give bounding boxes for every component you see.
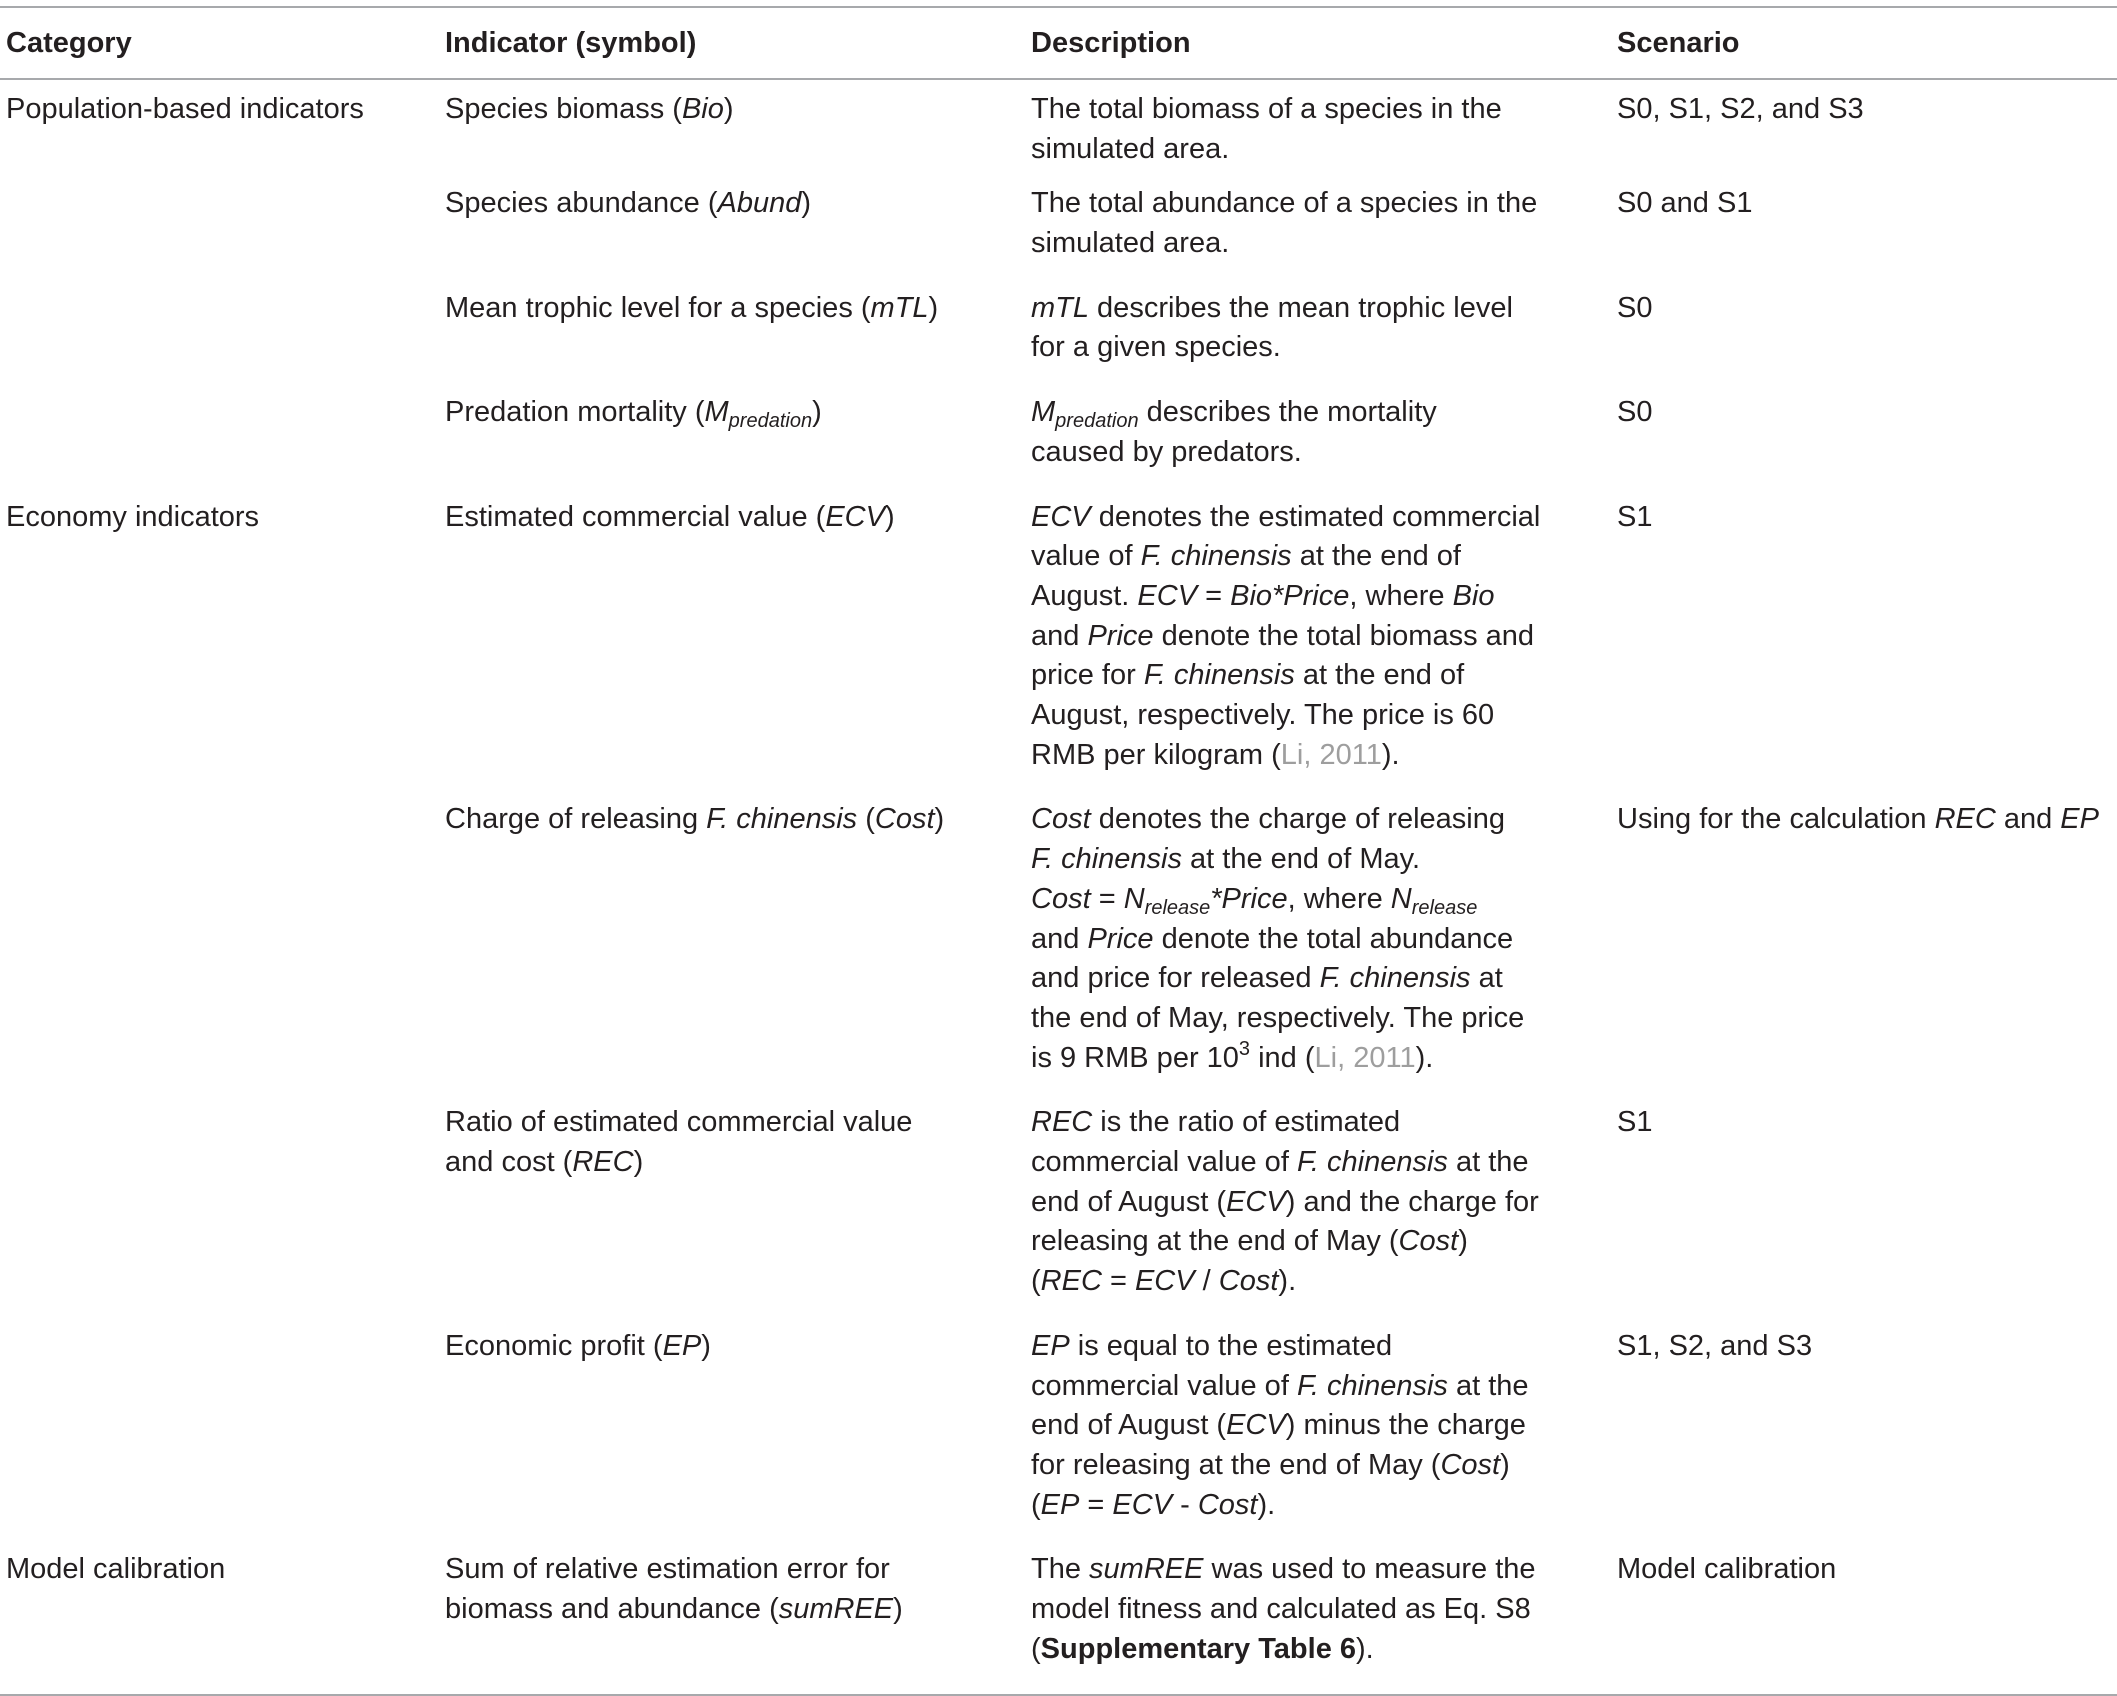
indicator-cell: Ratio of estimated commercial value and cost (REC)	[445, 1106, 913, 1179]
description-cell: $M_{predation}$ describes the mortality caused by predators.	[1031, 396, 1437, 468]
table-body	[0, 80, 2117, 1694]
scenario-cell: S1	[1617, 1106, 1653, 1139]
description-cell: ECV denotes the estimated commercial value of F. chinensis at the end of August. ECV = Bio*Price, where Bio and Price denote the total biomass and price for F. chinensis at the end of August, respectively. The price is 60 RMB per kilogram (Li, 2011).	[1031, 500, 1541, 771]
table-row	[0, 80, 2117, 184]
header-description: Description	[1031, 27, 1191, 59]
table-row	[0, 1550, 2117, 1694]
header-indicator: Indicator (symbol)	[445, 27, 697, 59]
description-cell: REC is the ratio of estimated commercial value of F. chinensis at the end of August (ECV) and the charge for releasing at the end of May (Cost) (REC = ECV / Cost).	[1031, 1106, 1539, 1298]
table-row	[0, 289, 2117, 393]
table-row	[0, 800, 2117, 1103]
category-cell: Model calibration	[6, 1553, 226, 1586]
indicator-cell: Mean trophic level for a species (mTL)	[445, 291, 939, 324]
header-category: Category	[6, 27, 132, 59]
indicator-cell: Sum of relative estimation error for biomass and abundance (sumREE)	[445, 1553, 903, 1626]
table-row	[0, 498, 2117, 801]
description-cell: The total biomass of a species in the simulated area.	[1031, 93, 1502, 165]
table-row	[0, 184, 2117, 288]
indicator-cell: Predation mortality $(M_{predation})$	[445, 396, 822, 433]
scenario-cell: Using for the calculation REC and EP	[1617, 803, 2099, 836]
table-row	[0, 1103, 2117, 1327]
description-cell: Cost denotes the charge of releasing F. chinensis at the end of May. Cost = $N_{release}*Price$, where $N_{release}$ and Price denote the total abundance and price for released F. chinensis at the end of May, respectively. The price is 9 RMB per $10^3$ ind (Li, 2011).	[1031, 803, 1525, 1074]
indicator-cell: Estimated commercial value (ECV)	[445, 500, 895, 533]
scenario-cell: S1	[1617, 500, 1653, 533]
table-row	[0, 393, 2117, 497]
indicator-cell: Species biomass (Bio)	[445, 93, 734, 125]
indicator-cell: Species abundance (Abund)	[445, 187, 812, 220]
scenario-cell: S1, S2, and S3	[1617, 1329, 1813, 1362]
indicator-cell: Charge of releasing F. chinensis (Cost)	[445, 803, 945, 836]
table-header-row	[0, 8, 2117, 78]
category-cell: Population-based indicators	[6, 93, 364, 125]
indicator-cell: Economic profit (EP)	[445, 1329, 711, 1362]
description-cell: mTL describes the mean trophic level for a given species.	[1031, 291, 1513, 364]
description-cell: EP is equal to the estimated commercial value of F. chinensis at the end of August (ECV) minus the charge for releasing at the end of May (Cost) (EP = ECV - Cost).	[1031, 1329, 1529, 1521]
description-cell: The sumREE was used to measure the model fitness and calculated as Eq. S8 (Supplementary Table 6).	[1031, 1553, 1536, 1665]
table-row	[0, 1327, 2117, 1551]
category-cell: Economy indicators	[6, 500, 260, 533]
indicator-table	[0, 6, 2117, 1696]
scenario-cell: S0, S1, S2, and S3	[1617, 93, 1864, 125]
scenario-cell: S0 and S1	[1617, 187, 1753, 220]
scenario-cell: S0	[1617, 396, 1653, 429]
scenario-cell: Model calibration	[1617, 1553, 1837, 1586]
header-scenario: Scenario	[1617, 27, 1740, 59]
scenario-cell: S0	[1617, 291, 1653, 324]
description-cell: The total abundance of a species in the simulated area.	[1031, 187, 1538, 260]
